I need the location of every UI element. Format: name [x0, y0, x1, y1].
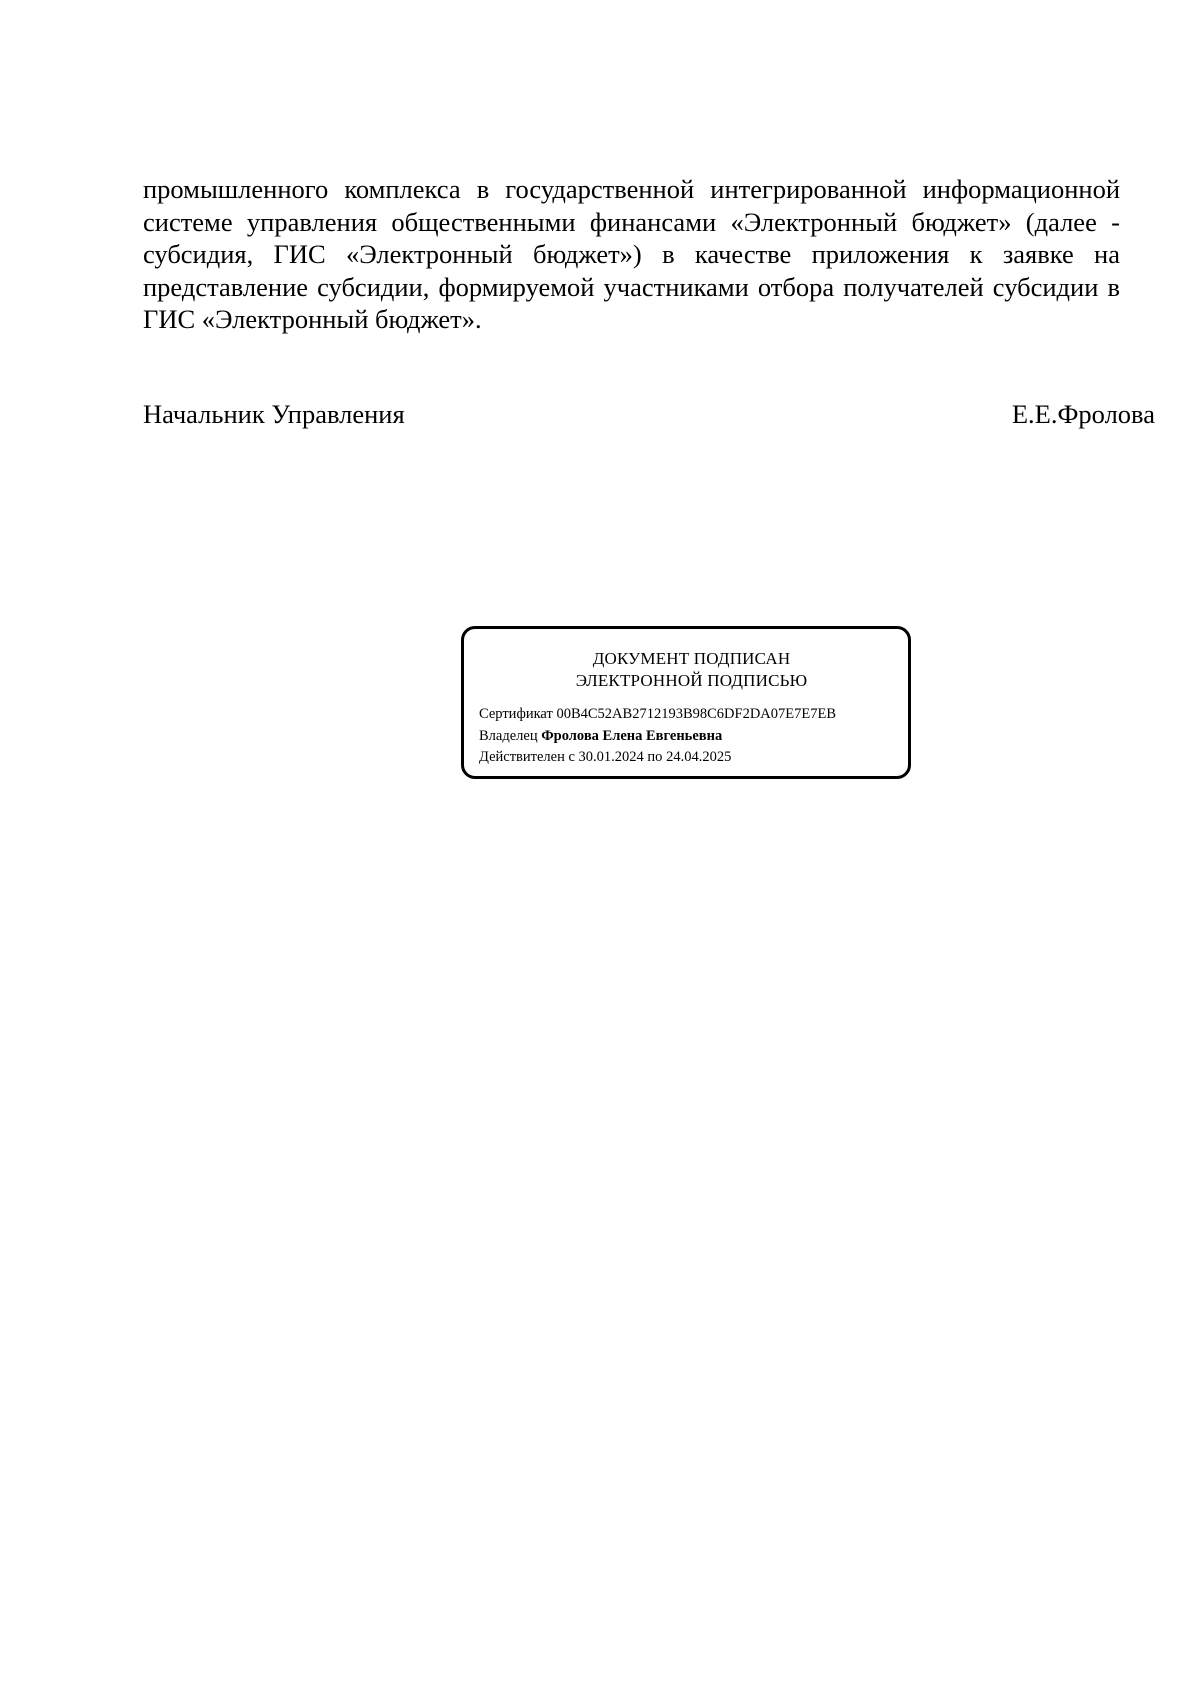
certificate-line — [479, 704, 894, 726]
signatory-name: Е.Е.Фролова — [1011, 399, 1155, 429]
body-paragraph: промышленного комплекса в государственной интегрированной информационной системе управления общественными финансами «Электронный бюджет» (далее - субсидия, ГИС «Электронный бюджет») в качестве приложения к заявке на представление субсидии, формируемой участниками отбора получателей субсидии в ГИС «Электронный бюджет». — [143, 174, 1120, 334]
valid-from-date: 30.01.2024 — [578, 749, 644, 765]
signature-row — [143, 398, 1155, 430]
signatory-position: Начальник Управления — [143, 399, 405, 429]
valid-to-label: по — [647, 749, 663, 765]
valid-from-label: Действителен с — [479, 749, 575, 765]
stamp-title-line-2: ЭЛЕКТРОННОЙ ПОДПИСЬЮ — [575, 671, 808, 690]
valid-to-date: 24.04.2025 — [666, 749, 732, 765]
validity-line — [479, 747, 894, 769]
electronic-signature-stamp — [461, 626, 911, 779]
certificate-label: Сертификат — [479, 706, 553, 722]
stamp-title — [489, 648, 894, 692]
owner-value: Фролова Елена Евгеньевна — [541, 727, 723, 744]
stamp-details — [479, 704, 894, 769]
stamp-title-line-1: ДОКУМЕНТ ПОДПИСАН — [592, 649, 791, 668]
certificate-value: 00B4C52AB2712193B98C6DF2DA07E7E7EB — [556, 706, 837, 722]
owner-label: Владелец — [479, 727, 538, 744]
owner-line — [479, 726, 894, 748]
